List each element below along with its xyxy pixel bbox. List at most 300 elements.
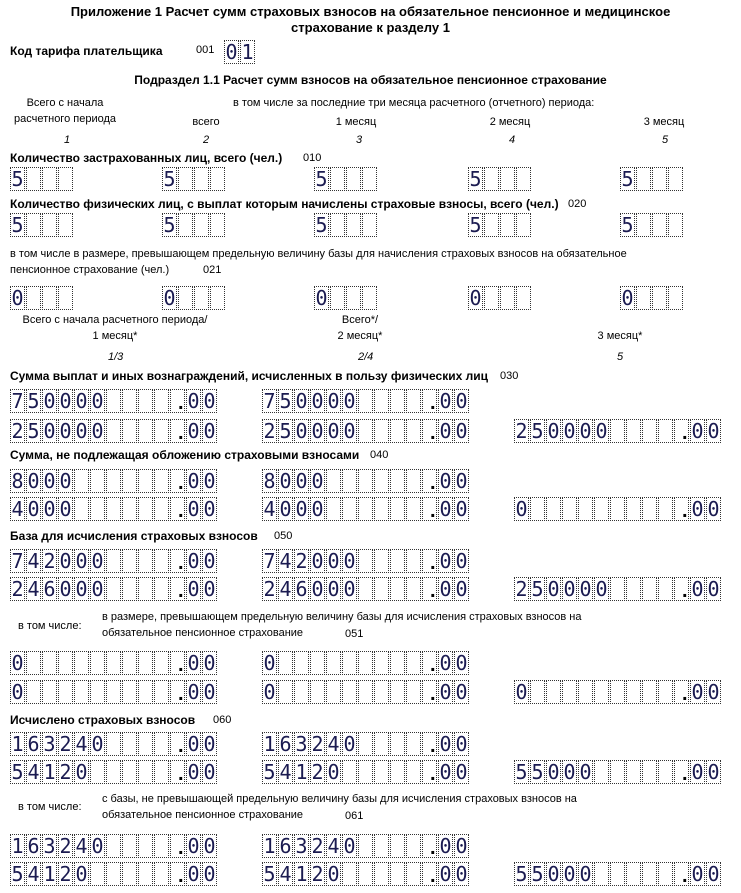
row030-r2-field-3-int[interactable] xyxy=(514,419,690,443)
row060-r2-field-1-int[interactable] xyxy=(10,760,186,784)
row050-r1-field-2-dec-cell: 0 xyxy=(439,549,452,573)
row040-r1-field-2-cell: 0 xyxy=(279,469,292,493)
row060-r2-field-1-cell xyxy=(90,760,105,784)
row030-r2-field-2-cell: 5 xyxy=(279,419,292,443)
row021-code: 021 xyxy=(203,264,222,276)
row051-r1-field-1-int[interactable] xyxy=(10,651,186,675)
row061-r1-field-2-cell xyxy=(390,834,405,858)
row030-r1-field-1-cell: 7 xyxy=(11,389,24,413)
row040-r1-field-1-cell xyxy=(154,469,169,493)
row050-r2-field-1-cell: 6 xyxy=(43,577,56,601)
row040-r1-field-1-dec[interactable] xyxy=(186,469,218,493)
row050-r2-field-1-cell: 4 xyxy=(27,577,40,601)
row061-r1-field-2-cell: 4 xyxy=(327,834,340,858)
row060-r1-field-2-dec-cell: 0 xyxy=(439,732,452,756)
row050-r1-field-1-cell xyxy=(138,549,153,573)
row021-field-4[interactable] xyxy=(468,286,532,310)
row051-r2-field-1-cell: 0 xyxy=(11,680,24,704)
row020-field-4[interactable] xyxy=(468,213,532,237)
row040-r1-field-2-cell xyxy=(406,469,421,493)
row050-r1-field-1-cell xyxy=(106,549,121,573)
row040-r1-field-1-decimal-separator: . xyxy=(178,472,184,494)
row040-r2-field-1-cell xyxy=(138,497,153,521)
row051-r2-field-2-cell: 0 xyxy=(263,680,276,704)
row051-r1-field-1-cell xyxy=(90,651,105,675)
row050-r1-field-1-dec[interactable] xyxy=(186,549,218,573)
row051-r2-field-3-cell xyxy=(594,680,609,704)
row050-r1-field-1-cell: 2 xyxy=(43,549,56,573)
row051-r2-field-2-decimal-separator: . xyxy=(430,683,436,705)
row030-r2-field-1-cell xyxy=(122,419,137,443)
row020-field-3-cell xyxy=(330,213,345,237)
row060-r2-field-1-cell xyxy=(122,760,137,784)
row020-field-5-cell xyxy=(636,213,651,237)
row040-r2-field-2-cell: 4 xyxy=(263,497,276,521)
col-total-line1: Всего с начала xyxy=(26,97,104,109)
row050-r1-field-1-cell: 0 xyxy=(91,549,104,573)
row060-r2-field-1-dec[interactable] xyxy=(186,760,218,784)
row030-r1-field-2-int[interactable] xyxy=(262,389,438,413)
row050-r1-field-2-dec[interactable] xyxy=(438,549,470,573)
row030-r1-field-1-cell: 5 xyxy=(27,389,40,413)
row061-r1-field-1-cell xyxy=(106,834,121,858)
row010-field-5[interactable] xyxy=(620,167,684,191)
row040-r1-field-2-cell xyxy=(326,469,341,493)
row060-r2-field-1-cell: 0 xyxy=(75,760,88,784)
row051-label-line1: в размере, превышающем предельную величину базы для исчисления страховых взносов на xyxy=(102,611,582,623)
row061-r2-field-2-dec[interactable] xyxy=(438,862,470,886)
row061-r1-field-1-dec[interactable] xyxy=(186,834,218,858)
row021-field-1[interactable] xyxy=(10,286,74,310)
row021-field-4-cell xyxy=(516,286,531,310)
row030-r2-field-2-dec-cell: 0 xyxy=(439,419,452,443)
row051-r1-field-1-cell: 0 xyxy=(11,651,24,675)
row021-field-3-cell xyxy=(362,286,377,310)
row021-field-2[interactable] xyxy=(162,286,226,310)
row061-r1-field-2-dec-cell: 0 xyxy=(455,834,468,858)
row061-incl: в том числе: xyxy=(18,801,82,813)
row060-r1-field-2-cell: 1 xyxy=(263,732,276,756)
row060-r1-field-2-int[interactable] xyxy=(262,732,438,756)
row061-r2-field-3-cell xyxy=(610,862,625,886)
row060-r1-field-2-cell xyxy=(358,732,373,756)
row061-r2-field-3-cell xyxy=(594,862,609,886)
row020-field-5[interactable] xyxy=(620,213,684,237)
row050-r2-field-1-cell: 0 xyxy=(59,577,72,601)
row060-r2-field-1-decimal-separator: . xyxy=(178,763,184,785)
row050-r2-field-1-cell: 0 xyxy=(75,577,88,601)
col2-3: 3 месяц* xyxy=(597,330,643,342)
row050-r2-field-3-int[interactable] xyxy=(514,577,690,601)
row061-r2-field-2-cell xyxy=(406,862,421,886)
row030-r2-field-1-cell: 0 xyxy=(75,419,88,443)
tariff-cell: 1 xyxy=(241,40,254,64)
row051-r2-field-2-cell xyxy=(342,680,357,704)
row061-r1-field-1-dec-cell: 0 xyxy=(203,834,216,858)
row051-r2-field-1-dec[interactable] xyxy=(186,680,218,704)
row051-r2-field-1-cell xyxy=(26,680,41,704)
row030-r2-field-1-cell: 2 xyxy=(11,419,24,443)
row061-r2-field-3-cell: 5 xyxy=(515,862,528,886)
row050-r1-field-2-decimal-separator: . xyxy=(430,552,436,574)
row040-r2-field-3-dec-cell: 0 xyxy=(707,497,720,521)
row030-r2-field-2-cell xyxy=(390,419,405,443)
row030-r1-field-2-cell: 0 xyxy=(295,389,308,413)
row010-field-3-cell xyxy=(362,167,377,191)
tariff-code: 001 xyxy=(196,44,215,56)
row030-r1-field-1-cell xyxy=(106,389,121,413)
row051-r2-field-2-dec[interactable] xyxy=(438,680,470,704)
row050-r2-field-2-cell xyxy=(374,577,389,601)
row060-r2-field-3-decimal-separator: . xyxy=(682,763,688,785)
col-total-line2: расчетного периода xyxy=(13,113,117,125)
row050-r1-field-2-int[interactable] xyxy=(262,549,438,573)
row040-r1-field-1-int[interactable] xyxy=(10,469,186,493)
row040-r1-field-2-dec[interactable] xyxy=(438,469,470,493)
row040-r2-field-1-cell xyxy=(154,497,169,521)
row030-r1-field-1-dec-cell: 0 xyxy=(203,389,216,413)
row060-r1-field-2-dec[interactable] xyxy=(438,732,470,756)
row060-r2-field-3-cell xyxy=(594,760,609,784)
row051-r2-field-1-dec-cell: 0 xyxy=(203,680,216,704)
row051-r1-field-2-cell xyxy=(278,651,293,675)
row021-field-5-cell: 0 xyxy=(621,286,634,310)
col-incl-header: в том числе за последние три месяца расчетного (отчетного) периода: xyxy=(233,97,595,109)
row030-r1-field-1-dec-cell: 0 xyxy=(187,389,200,413)
row051-r2-field-3-cell xyxy=(530,680,545,704)
row040-r1-field-2-decimal-separator: . xyxy=(430,472,436,494)
row051-r2-field-3-cell xyxy=(610,680,625,704)
row020-field-4-cell: 5 xyxy=(469,213,482,237)
row050-r1-field-1-int[interactable] xyxy=(10,549,186,573)
row051-r2-field-1-cell xyxy=(42,680,57,704)
row060-r2-field-3-cell xyxy=(658,760,673,784)
row010-field-1-cell xyxy=(26,167,41,191)
row030-r2-field-3-cell: 5 xyxy=(531,419,544,443)
row030-r1-field-1-cell: 0 xyxy=(75,389,88,413)
row040-r2-field-3-dec[interactable] xyxy=(690,497,722,521)
row060-r2-field-2-cell xyxy=(406,760,421,784)
row060-r1-field-2-decimal-separator: . xyxy=(430,735,436,757)
row060-r2-field-1-cell xyxy=(138,760,153,784)
tariff-cell: 0 xyxy=(225,40,238,64)
row060-r1-field-2-cell: 4 xyxy=(327,732,340,756)
row050-r2-field-3-cell: 2 xyxy=(515,577,528,601)
row051-r2-field-1-cell xyxy=(122,680,137,704)
row051-r1-field-1-cell xyxy=(42,651,57,675)
row010-field-2[interactable] xyxy=(162,167,226,191)
row051-r2-field-2-cell xyxy=(374,680,389,704)
row050-r2-field-1-dec[interactable] xyxy=(186,577,218,601)
row060-r2-field-3-cell: 5 xyxy=(531,760,544,784)
row061-code: 061 xyxy=(345,810,364,822)
row030-r1-field-1-dec[interactable] xyxy=(186,389,218,413)
row051-r2-field-3-int[interactable] xyxy=(514,680,690,704)
row051-r2-field-3-cell xyxy=(546,680,561,704)
row051-r1-field-2-cell xyxy=(406,651,421,675)
row020-field-3[interactable] xyxy=(314,213,378,237)
row040-r1-field-1-cell: 0 xyxy=(59,469,72,493)
row040-r2-field-2-dec-cell: 0 xyxy=(455,497,468,521)
row010-field-5-cell: 5 xyxy=(621,167,634,191)
row060-r1-field-1-dec[interactable] xyxy=(186,732,218,756)
row050-r2-field-2-cell xyxy=(358,577,373,601)
row061-r1-field-2-cell: 1 xyxy=(263,834,276,858)
row030-r1-field-2-cell: 0 xyxy=(327,389,340,413)
row050-r2-field-3-cell: 0 xyxy=(579,577,592,601)
row010-code: 010 xyxy=(303,152,322,164)
row030-r2-field-1-cell xyxy=(154,419,169,443)
row020-field-1[interactable] xyxy=(10,213,74,237)
row040-r2-field-2-cell: 0 xyxy=(279,497,292,521)
row060-r2-field-1-cell: 2 xyxy=(59,760,72,784)
row061-r2-field-3-int[interactable] xyxy=(514,862,690,886)
row051-r1-field-1-cell xyxy=(58,651,73,675)
row060-r2-field-1-cell: 4 xyxy=(27,760,40,784)
row021-field-1-cell xyxy=(42,286,57,310)
row040-r2-field-3-int[interactable] xyxy=(514,497,690,521)
row040-r2-field-1-dec-cell: 0 xyxy=(203,497,216,521)
row060-r2-field-2-dec-cell: 0 xyxy=(455,760,468,784)
row040-r2-field-2-cell xyxy=(358,497,373,521)
row060-r1-field-2-cell: 0 xyxy=(343,732,356,756)
row060-r2-field-3-dec[interactable] xyxy=(690,760,722,784)
row030-r2-field-3-cell xyxy=(626,419,641,443)
row040-r2-field-1-cell xyxy=(122,497,137,521)
row060-r1-field-1-int[interactable] xyxy=(10,732,186,756)
row040-r2-field-2-int[interactable] xyxy=(262,497,438,521)
row051-r2-field-3-dec-cell: 0 xyxy=(691,680,704,704)
row030-r2-field-1-cell: 5 xyxy=(27,419,40,443)
row010-field-1-cell xyxy=(42,167,57,191)
row061-r1-field-2-cell xyxy=(358,834,373,858)
row010-field-2-cell xyxy=(210,167,225,191)
row061-r2-field-2-int[interactable] xyxy=(262,862,438,886)
row030-r2-field-1-dec[interactable] xyxy=(186,419,218,443)
tariff-field[interactable] xyxy=(224,40,256,64)
row040-r2-field-3-cell xyxy=(626,497,641,521)
row020-field-2-cell: 5 xyxy=(163,213,176,237)
row061-r1-field-2-int[interactable] xyxy=(262,834,438,858)
row010-field-4-cell xyxy=(484,167,499,191)
row061-r2-field-2-cell: 0 xyxy=(327,862,340,886)
row051-r2-field-3-cell xyxy=(562,680,577,704)
row050-r2-field-2-cell: 6 xyxy=(295,577,308,601)
col-m1: 1 месяц xyxy=(335,116,377,128)
row060-r2-field-2-int[interactable] xyxy=(262,760,438,784)
row040-r1-field-2-cell xyxy=(358,469,373,493)
row051-r1-field-1-dec[interactable] xyxy=(186,651,218,675)
row040-r2-field-2-dec[interactable] xyxy=(438,497,470,521)
row061-r2-field-1-int[interactable] xyxy=(10,862,186,886)
row030-r2-field-2-dec[interactable] xyxy=(438,419,470,443)
row051-r1-field-1-cell xyxy=(74,651,89,675)
row060-r2-field-2-cell xyxy=(390,760,405,784)
row040-r2-field-2-cell xyxy=(406,497,421,521)
row030-r2-field-2-int[interactable] xyxy=(262,419,438,443)
row060-r1-field-1-cell xyxy=(106,732,121,756)
row060-r2-field-1-cell xyxy=(154,760,169,784)
row050-r1-field-1-cell: 7 xyxy=(11,549,24,573)
row060-r2-field-3-cell: 0 xyxy=(547,760,560,784)
row051-r2-field-2-cell xyxy=(294,680,309,704)
row050-r2-field-2-dec-cell: 0 xyxy=(455,577,468,601)
row050-r2-field-2-int[interactable] xyxy=(262,577,438,601)
row051-r2-field-1-cell xyxy=(58,680,73,704)
row030-r2-field-1-int[interactable] xyxy=(10,419,186,443)
row061-r1-field-1-cell xyxy=(154,834,169,858)
row030-r1-field-1-cell xyxy=(138,389,153,413)
row051-incl: в том числе: xyxy=(18,620,82,632)
row021-label-line1: в том числе в размере, превышающем предельную величину базы для начисления страховых взносов на обязательное xyxy=(10,248,627,260)
row021-field-3[interactable] xyxy=(314,286,378,310)
row021-field-3-cell xyxy=(330,286,345,310)
row051-r2-field-2-int[interactable] xyxy=(262,680,438,704)
row051-r2-field-1-int[interactable] xyxy=(10,680,186,704)
row040-r2-field-1-int[interactable] xyxy=(10,497,186,521)
row040-r2-field-3-cell xyxy=(658,497,673,521)
row060-r1-field-2-cell xyxy=(390,732,405,756)
row051-r2-field-3-cell xyxy=(658,680,673,704)
row010-field-4-cell xyxy=(516,167,531,191)
row050-r1-field-2-cell: 0 xyxy=(327,549,340,573)
row030-r2-field-2-dec-cell: 0 xyxy=(455,419,468,443)
row060-r2-field-2-dec[interactable] xyxy=(438,760,470,784)
row030-r1-field-2-dec-cell: 0 xyxy=(455,389,468,413)
row020-field-1-cell xyxy=(42,213,57,237)
row060-r2-field-3-cell: 0 xyxy=(579,760,592,784)
row051-r1-field-2-int[interactable] xyxy=(262,651,438,675)
row061-r1-field-1-int[interactable] xyxy=(10,834,186,858)
row050-r2-field-1-int[interactable] xyxy=(10,577,186,601)
row051-r2-field-1-cell xyxy=(74,680,89,704)
row061-r2-field-3-cell xyxy=(626,862,641,886)
row030-r2-field-3-dec[interactable] xyxy=(690,419,722,443)
row060-r1-field-2-cell: 6 xyxy=(279,732,292,756)
row050-r1-field-1-cell xyxy=(122,549,137,573)
row040-r2-field-3-cell: 0 xyxy=(515,497,528,521)
col2-1-line2: 1 месяц* xyxy=(92,330,138,342)
row050-r2-field-2-dec[interactable] xyxy=(438,577,470,601)
row060-r2-field-2-cell xyxy=(342,760,357,784)
row040-r2-field-3-cell xyxy=(578,497,593,521)
row050-r2-field-3-cell: 0 xyxy=(595,577,608,601)
row050-label: База для исчисления страховых взносов xyxy=(10,529,258,543)
row030-r1-field-2-cell: 7 xyxy=(263,389,276,413)
row021-field-5[interactable] xyxy=(620,286,684,310)
row050-r1-field-1-cell: 4 xyxy=(27,549,40,573)
row051-r1-field-2-dec[interactable] xyxy=(438,651,470,675)
row030-r1-field-2-cell: 0 xyxy=(343,389,356,413)
row051-r2-field-2-cell xyxy=(326,680,341,704)
row040-r2-field-3-decimal-separator: . xyxy=(682,500,688,522)
row040-r2-field-2-decimal-separator: . xyxy=(430,500,436,522)
row030-r1-field-1-int[interactable] xyxy=(10,389,186,413)
row051-r2-field-3-cell xyxy=(578,680,593,704)
row060-r2-field-1-cell xyxy=(106,760,121,784)
row050-r2-field-3-dec[interactable] xyxy=(690,577,722,601)
row020-field-4-cell xyxy=(484,213,499,237)
row040-r1-field-2-int[interactable] xyxy=(262,469,438,493)
row040-r1-field-1-cell xyxy=(106,469,121,493)
row060-r1-field-1-cell xyxy=(138,732,153,756)
row060-r2-field-2-cell: 5 xyxy=(263,760,276,784)
row060-r1-field-2-cell xyxy=(374,732,389,756)
row020-field-1-cell xyxy=(58,213,73,237)
row061-r2-field-3-cell: 0 xyxy=(579,862,592,886)
row030-r2-field-3-cell: 2 xyxy=(515,419,528,443)
row030-r2-field-3-cell: 0 xyxy=(563,419,576,443)
row040-r2-field-3-cell xyxy=(594,497,609,521)
row030-label: Сумма выплат и иных вознаграждений, исчисленных в пользу физических лиц xyxy=(10,369,488,383)
row061-r2-field-2-cell xyxy=(374,862,389,886)
row061-r2-field-3-cell xyxy=(642,862,657,886)
row061-r1-field-1-cell: 3 xyxy=(43,834,56,858)
row030-r1-field-2-cell xyxy=(390,389,405,413)
row021-field-4-cell xyxy=(500,286,515,310)
row040-r2-field-3-cell xyxy=(610,497,625,521)
row050-r1-field-2-cell: 2 xyxy=(295,549,308,573)
row040-r2-field-1-dec[interactable] xyxy=(186,497,218,521)
row020-field-2[interactable] xyxy=(162,213,226,237)
row021-field-3-cell: 0 xyxy=(315,286,328,310)
row060-r1-field-1-cell xyxy=(122,732,137,756)
row051-r1-field-1-dec-cell: 0 xyxy=(187,651,200,675)
row061-r1-field-2-dec[interactable] xyxy=(438,834,470,858)
row030-r1-field-2-cell xyxy=(374,389,389,413)
row040-r2-field-1-cell xyxy=(90,497,105,521)
row061-r2-field-3-dec[interactable] xyxy=(690,862,722,886)
row061-r2-field-1-dec[interactable] xyxy=(186,862,218,886)
row060-r1-field-1-cell: 6 xyxy=(27,732,40,756)
row010-field-2-cell xyxy=(178,167,193,191)
row010-field-3[interactable] xyxy=(314,167,378,191)
row040-label: Сумма, не подлежащая обложению страховыми взносами xyxy=(10,448,360,462)
row051-code: 051 xyxy=(345,628,364,640)
row010-field-1[interactable] xyxy=(10,167,74,191)
row020-field-5-cell: 5 xyxy=(621,213,634,237)
row060-r2-field-2-cell: 4 xyxy=(279,760,292,784)
row040-r1-field-2-dec-cell: 0 xyxy=(439,469,452,493)
row021-field-1-cell xyxy=(26,286,41,310)
row020-code: 020 xyxy=(568,198,587,210)
col-m3: 3 месяц xyxy=(643,116,685,128)
row061-r1-field-2-cell: 0 xyxy=(343,834,356,858)
row050-r1-field-1-dec-cell: 0 xyxy=(187,549,200,573)
row030-r2-field-2-decimal-separator: . xyxy=(430,422,436,444)
row061-r2-field-1-cell: 1 xyxy=(43,862,56,886)
row061-r2-field-1-cell xyxy=(138,862,153,886)
row030-r2-field-3-dec-cell: 0 xyxy=(707,419,720,443)
form-title-line1: Приложение 1 Расчет сумм страховых взносов на обязательное пенсионное и медицинское xyxy=(70,4,671,19)
row061-r2-field-1-decimal-separator: . xyxy=(178,865,184,887)
row051-r1-field-1-dec-cell: 0 xyxy=(203,651,216,675)
row030-r2-field-1-cell xyxy=(106,419,121,443)
row030-r2-field-1-dec-cell: 0 xyxy=(203,419,216,443)
row060-label: Исчислено страховых взносов xyxy=(10,713,196,727)
row030-r1-field-2-dec[interactable] xyxy=(438,389,470,413)
row060-r2-field-3-int[interactable] xyxy=(514,760,690,784)
row030-r2-field-3-cell: 0 xyxy=(579,419,592,443)
row061-r1-field-1-cell xyxy=(138,834,153,858)
row030-r1-field-2-cell: 5 xyxy=(279,389,292,413)
row051-r2-field-1-dec-cell: 0 xyxy=(187,680,200,704)
row010-field-4[interactable] xyxy=(468,167,532,191)
row040-r1-field-1-cell: 0 xyxy=(43,469,56,493)
row060-r1-field-2-cell xyxy=(406,732,421,756)
row051-r2-field-3-dec[interactable] xyxy=(690,680,722,704)
row060-r1-field-1-dec-cell: 0 xyxy=(187,732,200,756)
